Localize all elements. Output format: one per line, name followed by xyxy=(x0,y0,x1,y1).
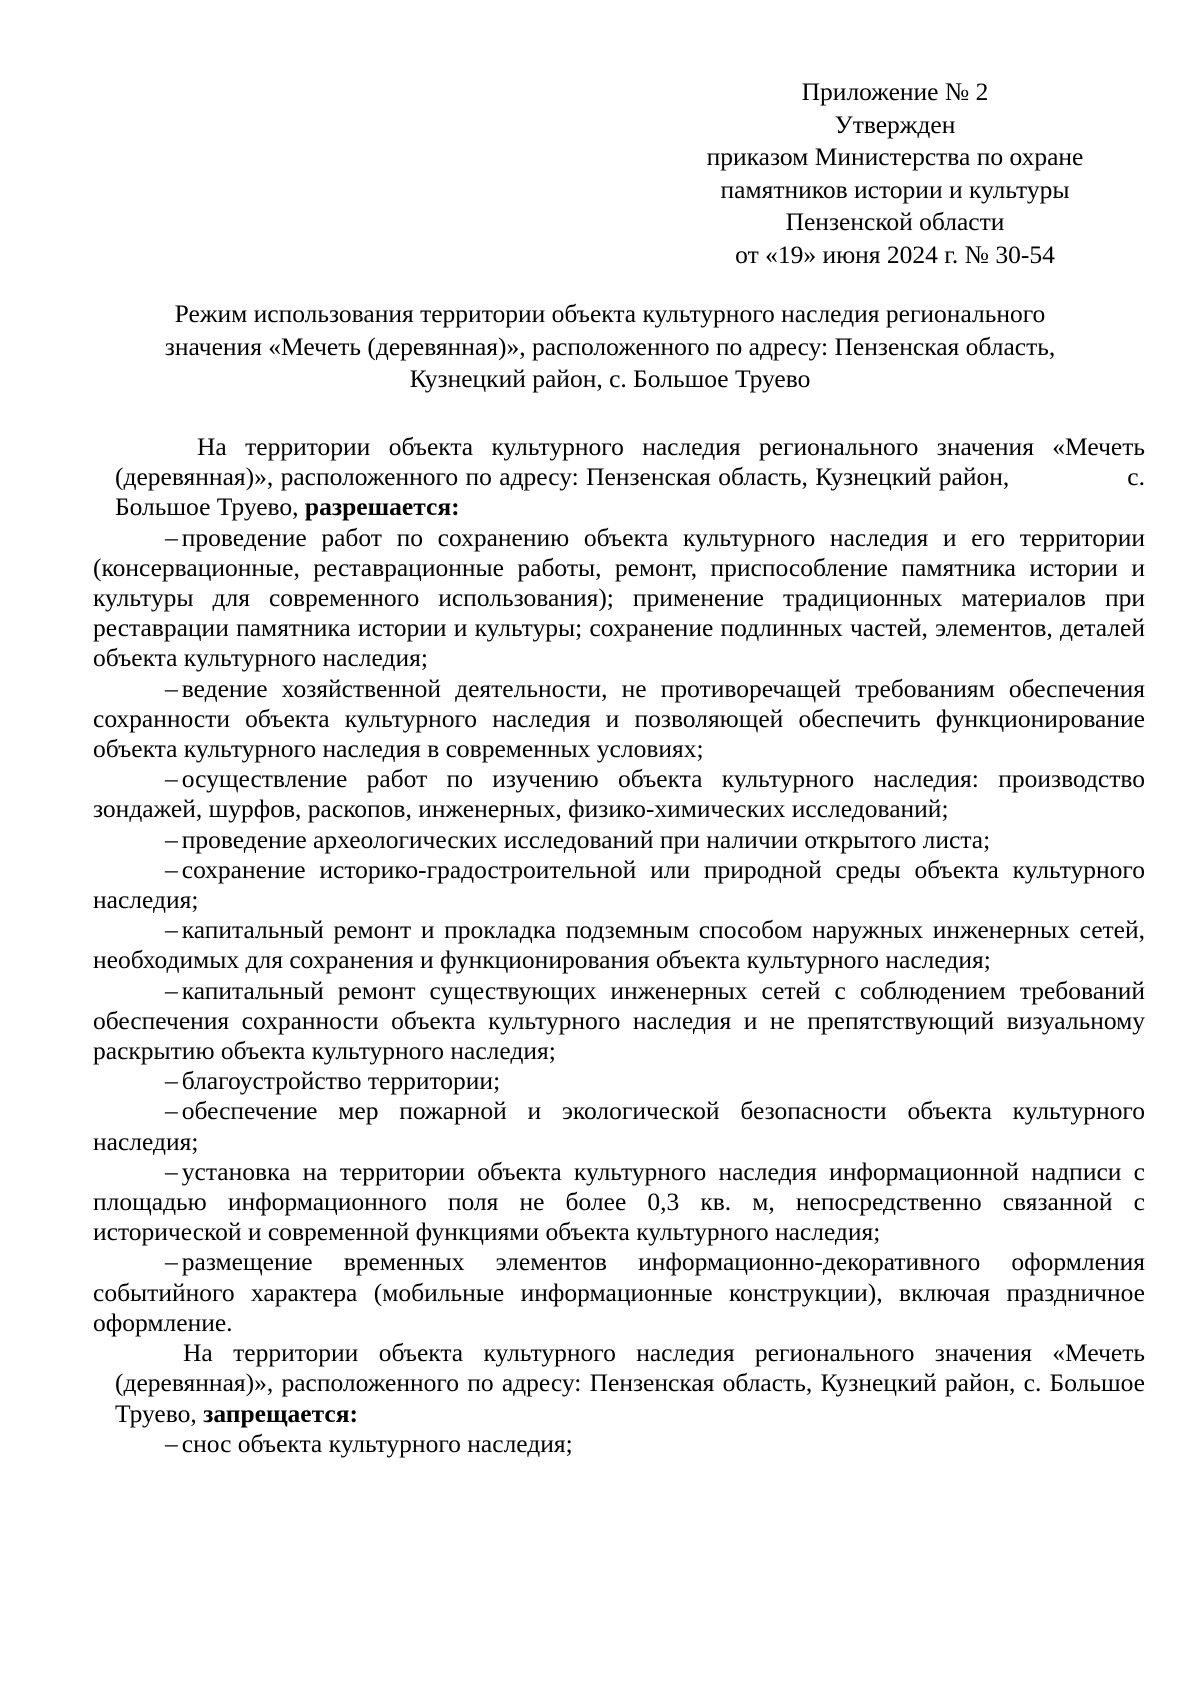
permitted-item-text: проведение работ по сохранению объекта культурного наследия и его территории (консервационные, реставрационные работы, ремонт, приспособление памятника истории и культуры для современного использования); применение традиционных материалов при реставрации памятника истории и культуры; сохранение подлинных частей, элементов, деталей объекта культурного наследия; xyxy=(93,522,1145,673)
permitted-item-text: обеспечение мер пожарной и экологической безопасности объекта культурного наследия; xyxy=(93,1096,1145,1156)
dash-bullet: – xyxy=(165,673,178,703)
dash-bullet: – xyxy=(165,824,178,854)
dash-bullet: – xyxy=(165,1428,178,1458)
header-line: Приложение № 2 xyxy=(801,77,989,106)
dash-bullet: – xyxy=(165,975,178,1005)
permitted-item xyxy=(93,976,1145,1067)
header-line: приказом Министерства по охране xyxy=(706,142,1084,171)
permitted-item-text: капитальный ремонт существующих инженерных сетей с соблюдением требований обеспечения сохранности объекта культурного наследия и не препятствующий визуальному раскрытию объекта культурного наследия; xyxy=(93,975,1145,1066)
permitted-item-text: размещение временных элементов информационно-декоративного оформления событийного характера (мобильные информационные конструкции), включая праздничное оформление. xyxy=(93,1247,1145,1337)
permitted-item xyxy=(93,1157,1145,1248)
header-line: памятников истории и культуры xyxy=(720,174,1070,204)
title-line: Режим использования территории объекта культурного наследия регионального xyxy=(174,299,1046,328)
permitted-item xyxy=(93,764,1145,824)
prohibited-item xyxy=(93,1429,1145,1459)
document-title xyxy=(120,298,1100,396)
permitted-item-text: осуществление работ по изучению объекта культурного наследия: производство зондажей, шурфов, раскопов, инженерных, физико-химических исследований; xyxy=(93,764,1145,824)
header-line: Пензенской области xyxy=(785,207,1005,236)
header-line: от «19» июня 2024 г. № 30-54 xyxy=(735,239,1055,269)
permitted-item xyxy=(93,825,1145,855)
permitted-item xyxy=(93,523,1145,674)
prohibited-label: запрещается: xyxy=(203,1398,359,1428)
permitted-item-text: сохранение историко-градостроительной или природной среды объекта культурного наследия; xyxy=(93,854,1145,915)
permitted-item-text: благоустройство территории; xyxy=(181,1066,501,1096)
dash-bullet: – xyxy=(165,1066,178,1096)
approval-header xyxy=(640,76,1150,271)
permitted-item xyxy=(93,1247,1145,1338)
prohibited-intro xyxy=(93,1338,1145,1429)
prohibited-item-text: снос объекта культурного наследия; xyxy=(181,1428,573,1458)
title-line: значения «Мечеть (деревянная)», расположенного по адресу: Пензенская область, xyxy=(164,331,1056,361)
dash-bullet: – xyxy=(165,522,178,552)
header-line: Утвержден xyxy=(834,109,956,139)
dash-bullet: – xyxy=(165,1096,178,1126)
title-line: Кузнецкий район, с. Большое Труево xyxy=(409,364,811,393)
permitted-intro-text: На территории объекта культурного наследия регионального значения «Мечеть (деревянная)», расположенного по адресу: Пензенская область, Кузнецкий район, xyxy=(115,432,1145,492)
permitted-item xyxy=(93,855,1145,915)
permitted-item xyxy=(93,915,1145,975)
document-body xyxy=(93,432,1145,1459)
dash-bullet: – xyxy=(165,915,178,945)
permitted-item-text: проведение археологических исследований при наличии открытого листа; xyxy=(181,824,991,854)
permitted-intro xyxy=(93,432,1145,523)
permitted-label: разрешается: xyxy=(304,492,460,522)
permitted-item xyxy=(93,1096,1145,1156)
dash-bullet: – xyxy=(165,854,178,884)
permitted-item xyxy=(93,1066,1145,1096)
permitted-item xyxy=(93,674,1145,765)
permitted-item-text: капитальный ремонт и прокладка подземным способом наружных инженерных сетей, необходимых для сохранения и функционирования объекта культурного наследия; xyxy=(93,915,1145,975)
permitted-item-text: установка на территории объекта культурного наследия информационной надписи с площадью информационного поля не более 0,3 кв. м, непосредственно связанной с исторической и современной функциями объекта культурного наследия; xyxy=(93,1156,1145,1247)
permitted-intro-locality: с. Большое Труево, xyxy=(115,462,1145,522)
dash-bullet: – xyxy=(165,1247,178,1277)
permitted-item-text: ведение хозяйственной деятельности, не противоречащей требованиям обеспечения сохранности объекта культурного наследия и позволяющей обеспечить функционирование объекта культурного наследия в современных условиях; xyxy=(93,673,1145,764)
dash-bullet: – xyxy=(165,764,178,794)
prohibited-intro-text: На территории объекта культурного наследия регионального значения «Мечеть (деревянная)», расположенного по адресу: Пензенская область, Кузнецкий район, с. Большое Труево, xyxy=(115,1338,1145,1428)
dash-bullet: – xyxy=(165,1156,178,1186)
